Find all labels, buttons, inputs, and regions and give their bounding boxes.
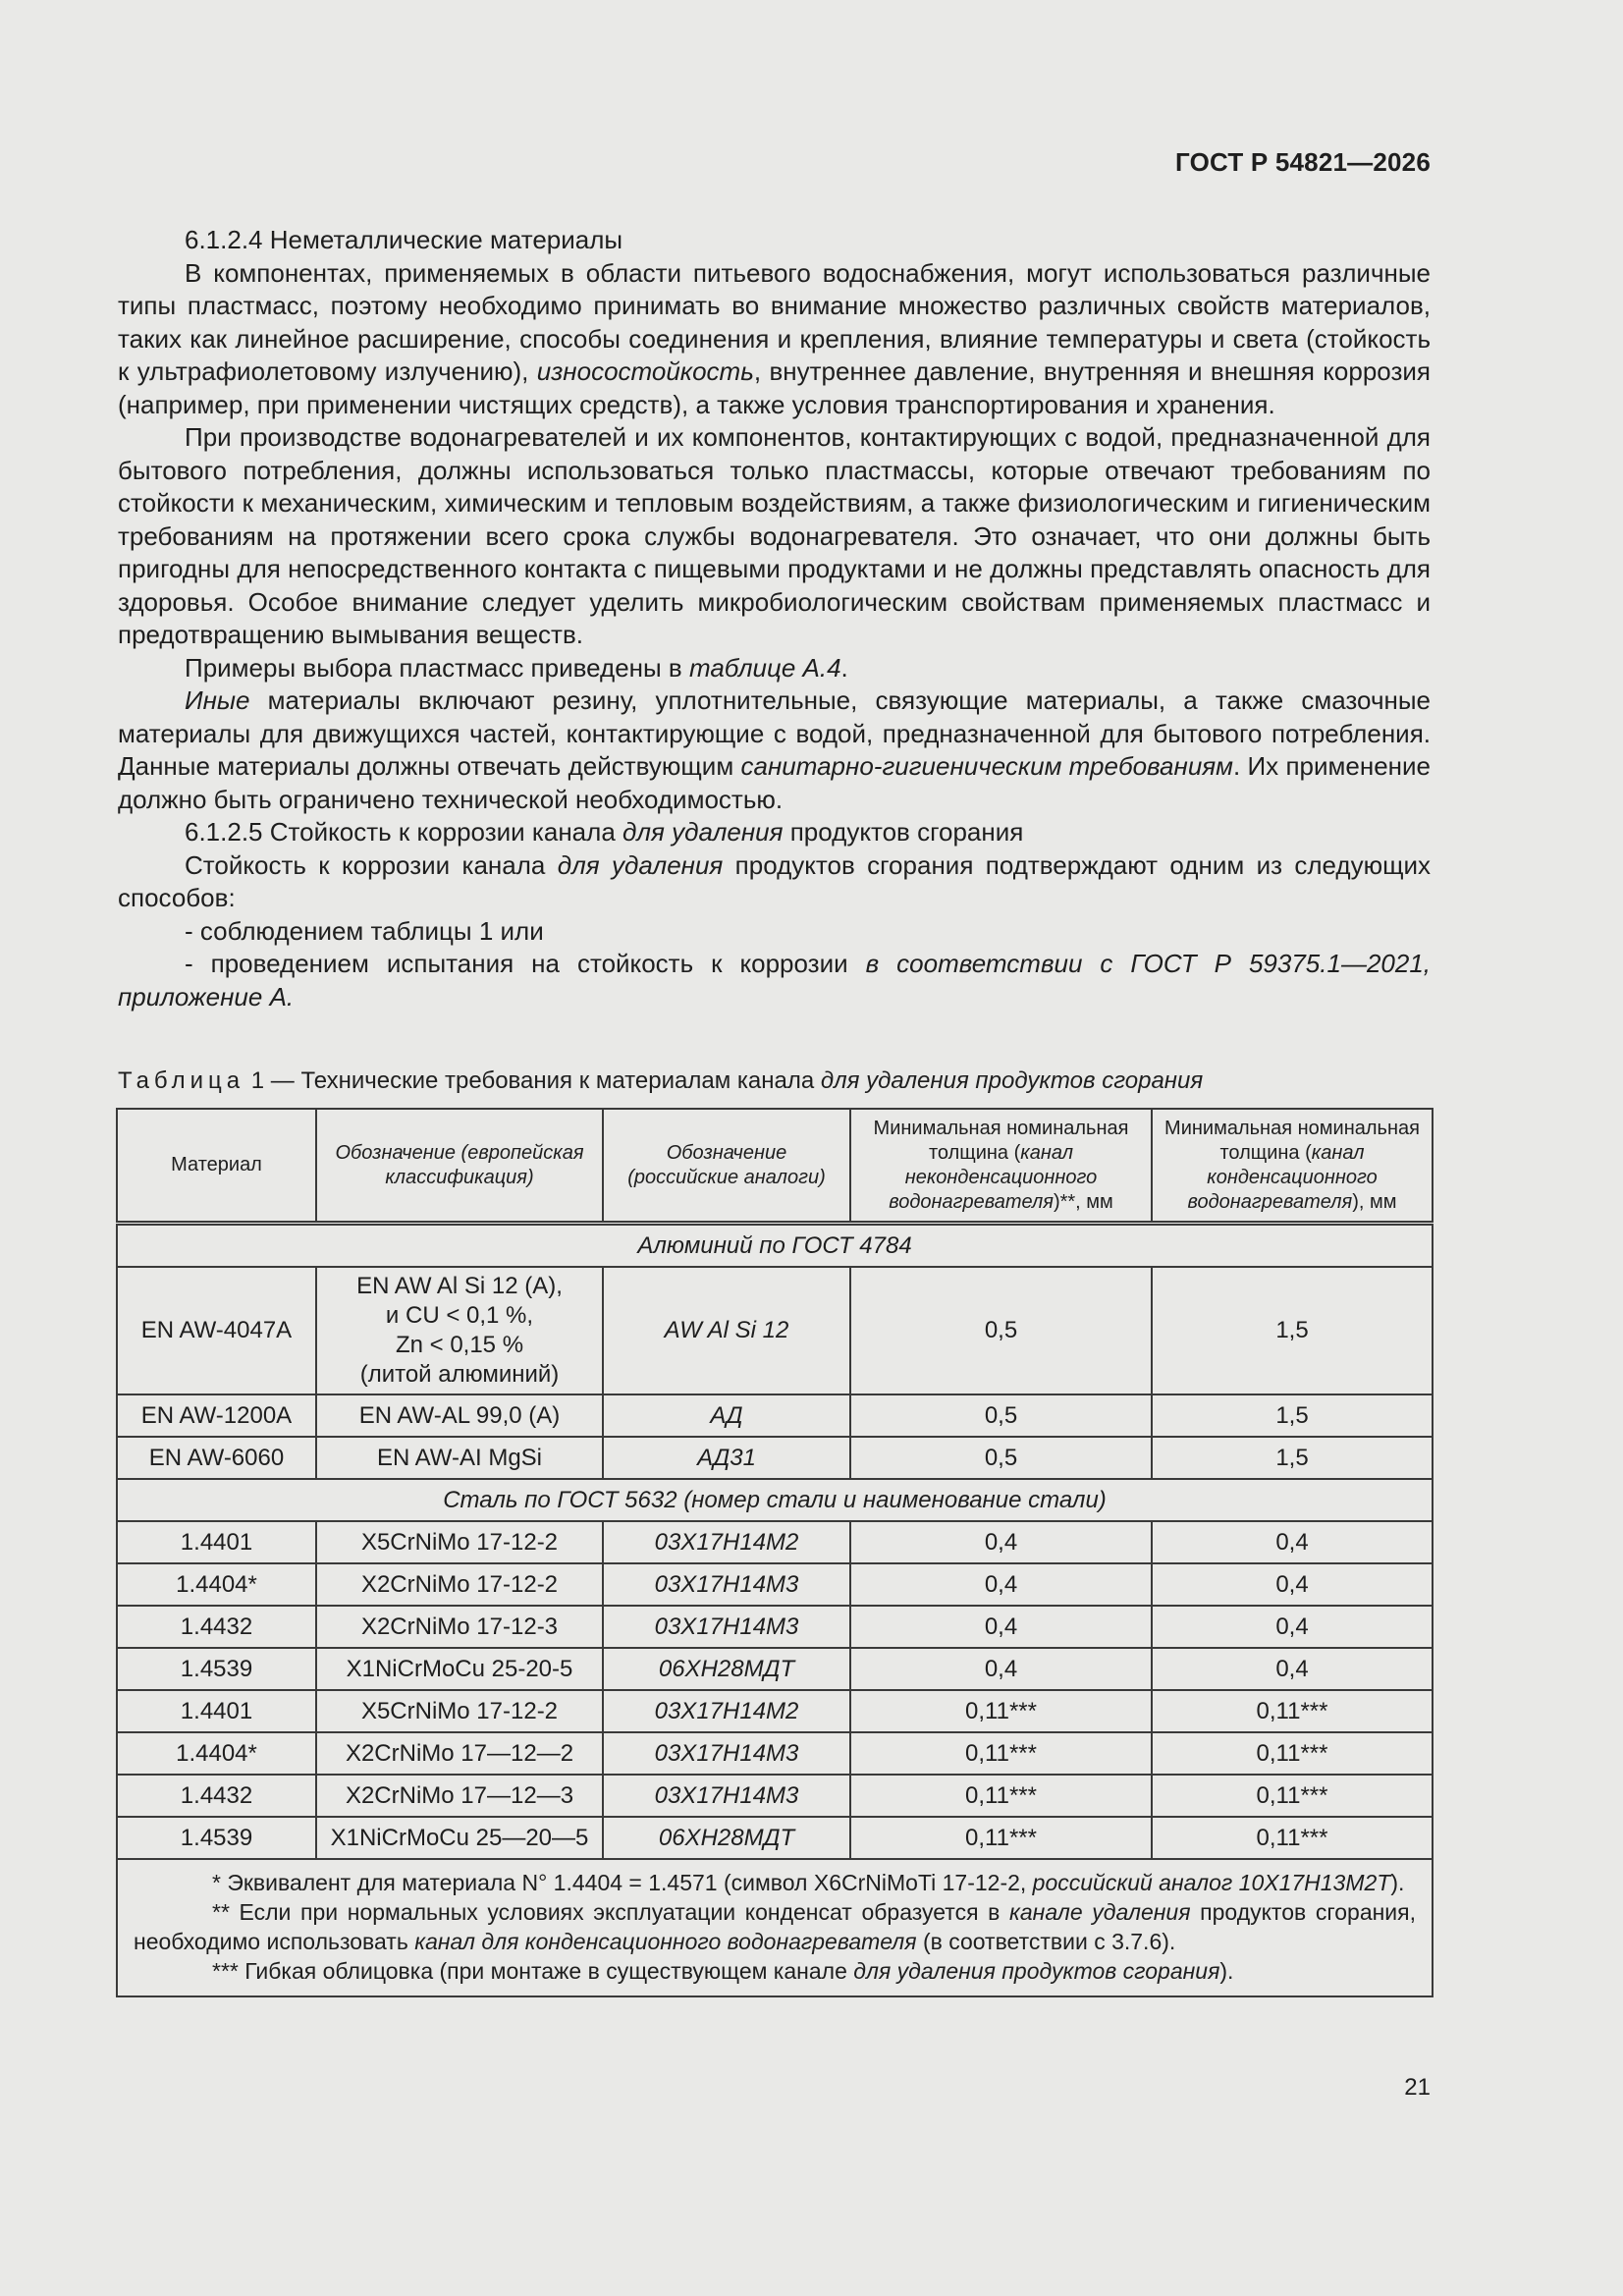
header-material: Материал xyxy=(117,1109,316,1224)
eu-designation-line: (литой алюминий) xyxy=(359,1361,560,1388)
list-item: - соблюдением таблицы 1 или xyxy=(185,915,544,946)
table-caption: Таблица 1 — Технические требования к материалам канала для удаления продуктов сгорания xyxy=(118,1067,1204,1094)
table-row: EN AW-6060 EN AW-AI MgSi АД31 0,5 1,5 xyxy=(117,1437,1433,1479)
table-row: 1.4401 X5CrNiMo 17-12-2 03Х17Н14М2 0,4 0,4 xyxy=(117,1521,1433,1563)
section-row-steel: Сталь по ГОСТ 5632 (номер стали и наименование стали) xyxy=(117,1479,1433,1521)
table-row: 1.4539 X1NiCrMoCu 25-20-5 06ХН28МДТ 0,4 0,4 xyxy=(117,1648,1433,1690)
table-footnotes xyxy=(117,1859,1433,1996)
table-row: 1.4539 X1NiCrMoCu 25—20—5 06ХН28МДТ 0,11*** 0,11*** xyxy=(117,1817,1433,1859)
header-noncondensing-thickness: Минимальная номинальная толщина (канал неконденсационного водонагревателя)**, мм xyxy=(850,1109,1152,1224)
footnote-3: *** Гибкая облицовка (при монтаже в существующем канале для удаления продуктов сгорания). xyxy=(212,1958,1234,1984)
eu-multiline xyxy=(316,1267,603,1394)
paragraph-corrosion: Стойкость к коррозии канала для удаления продуктов сгорания подтверждают одним из следующих способов: xyxy=(118,849,1431,912)
header-ru-designation: Обозначение (российские аналоги) xyxy=(603,1109,850,1224)
paragraph-examples: Примеры выбора пластмасс приведены в таблице А.4. xyxy=(185,652,848,683)
table-row: 1.4432 X2CrNiMo 17—12—3 03Х17Н14М3 0,11*** 0,11*** xyxy=(117,1775,1433,1817)
table-row: EN AW-4047A EN AW Al Si 12 (A), и CU < 0,1 %, Zn < 0,15 % (литой алюминий) AW Al Si 12 0,5 1,5 xyxy=(117,1267,1433,1394)
table-row: 1.4404* X2CrNiMo 17-12-2 03Х17Н14М3 0,4 0,4 xyxy=(117,1563,1433,1606)
eu-designation-line: Zn < 0,15 % xyxy=(395,1332,524,1358)
section-heading-6-1-2-5: 6.1.2.5 Стойкость к коррозии канала для удаления продуктов сгорания xyxy=(185,817,1024,847)
section-heading-6-1-2-4: 6.1.2.4 Неметаллические материалы xyxy=(185,225,623,254)
header-condensing-thickness: Минимальная номинальная толщина (канал конденсационного водонагревателя), мм xyxy=(1152,1109,1433,1224)
paragraph-plastics: В компонентах, применяемых в области питьевого водоснабжения, могут использоваться различные типы пластмасс, поэтому необходимо принимать во внимание множество различных свойств материалов, таких как линейное расширение, способы соединения и крепления, влияние температуры и света (стойкость к ультрафиолетовому излучению), износостойкость, внутреннее давление, внутренняя и внешняя коррозия (например, при применении чистящих средств), а также условия транспортирования и хранения. xyxy=(118,257,1431,419)
list-item: - проведением испытания на стойкость к коррозии в соответствии с ГОСТ Р 59375.1—2021, приложение А. xyxy=(118,949,1432,1011)
table-notes-row xyxy=(117,1859,1433,1996)
section-row-aluminium: Алюминий по ГОСТ 4784 xyxy=(117,1224,1433,1268)
table-header-row xyxy=(117,1109,1433,1224)
table-row: 1.4432 X2CrNiMo 17-12-3 03Х17Н14М3 0,4 0,4 xyxy=(117,1606,1433,1648)
paragraph-production: При производстве водонагревателей и их компонентов, контактирующих с водой, предназначенной для бытового потребления, должны использоваться только пластмассы, которые отвечают требованиям по стойкости к механическим, химическим и тепловым воздействиям, а также физиологическим и гигиеническим требованиям на протяжении всего срока службы водонагревателя. Это означает, что они должны быть пригодны для непосредственного контакта с пищевыми продуктами и не должны представлять опасность для здоровья. Особое внимание следует уделить микробиологическим свойствам применяемых пластмасс и предотвращению вымывания веществ. xyxy=(118,422,1431,649)
table-row: 1.4401 X5CrNiMo 17-12-2 03Х17Н14М2 0,11*** 0,11*** xyxy=(117,1690,1433,1732)
paragraph-other-materials: Иные материалы включают резину, уплотнительные, связующие материалы, а также смазочные материалы для движущихся частей, контактирующие с водой, предназначенной для бытового потребления. Данные материалы должны отвечать действующим санитарно-гигиеническим требованиям. Их применение должно быть ограничено технической необходимостью. xyxy=(118,685,1432,814)
table-reference-link: таблице А.4 xyxy=(688,652,841,683)
document-id: ГОСТ Р 54821—2026 xyxy=(1175,147,1431,177)
footnote-1: * Эквивалент для материала N° 1.4404 = 1.4571 (символ X6CrNiMoTi 17-12-2, российский аналог 10Х17Н13М2Т). xyxy=(212,1870,1405,1895)
body-text xyxy=(118,224,1431,1013)
eu-designation-line: и CU < 0,1 %, xyxy=(385,1302,534,1329)
table-row: EN AW-1200A EN AW-AL 99,0 (A) АД 0,5 1,5 xyxy=(117,1394,1433,1437)
header-eu-designation: Обозначение (европейская классификация) xyxy=(316,1109,603,1224)
materials-table xyxy=(116,1108,1434,1997)
footnote-2: ** Если при нормальных условиях эксплуатации конденсат образуется в канале удаления продуктов сгорания, необходимо использовать канал для конденсационного водонагревателя (в соответствии с 3.7.6). xyxy=(134,1899,1416,1954)
table-row: 1.4404* X2CrNiMo 17—12—2 03Х17Н14М3 0,11*** 0,11*** xyxy=(117,1732,1433,1775)
page-number: 21 xyxy=(1404,2074,1431,2101)
eu-designation-line: EN AW Al Si 12 (A), xyxy=(356,1273,563,1299)
